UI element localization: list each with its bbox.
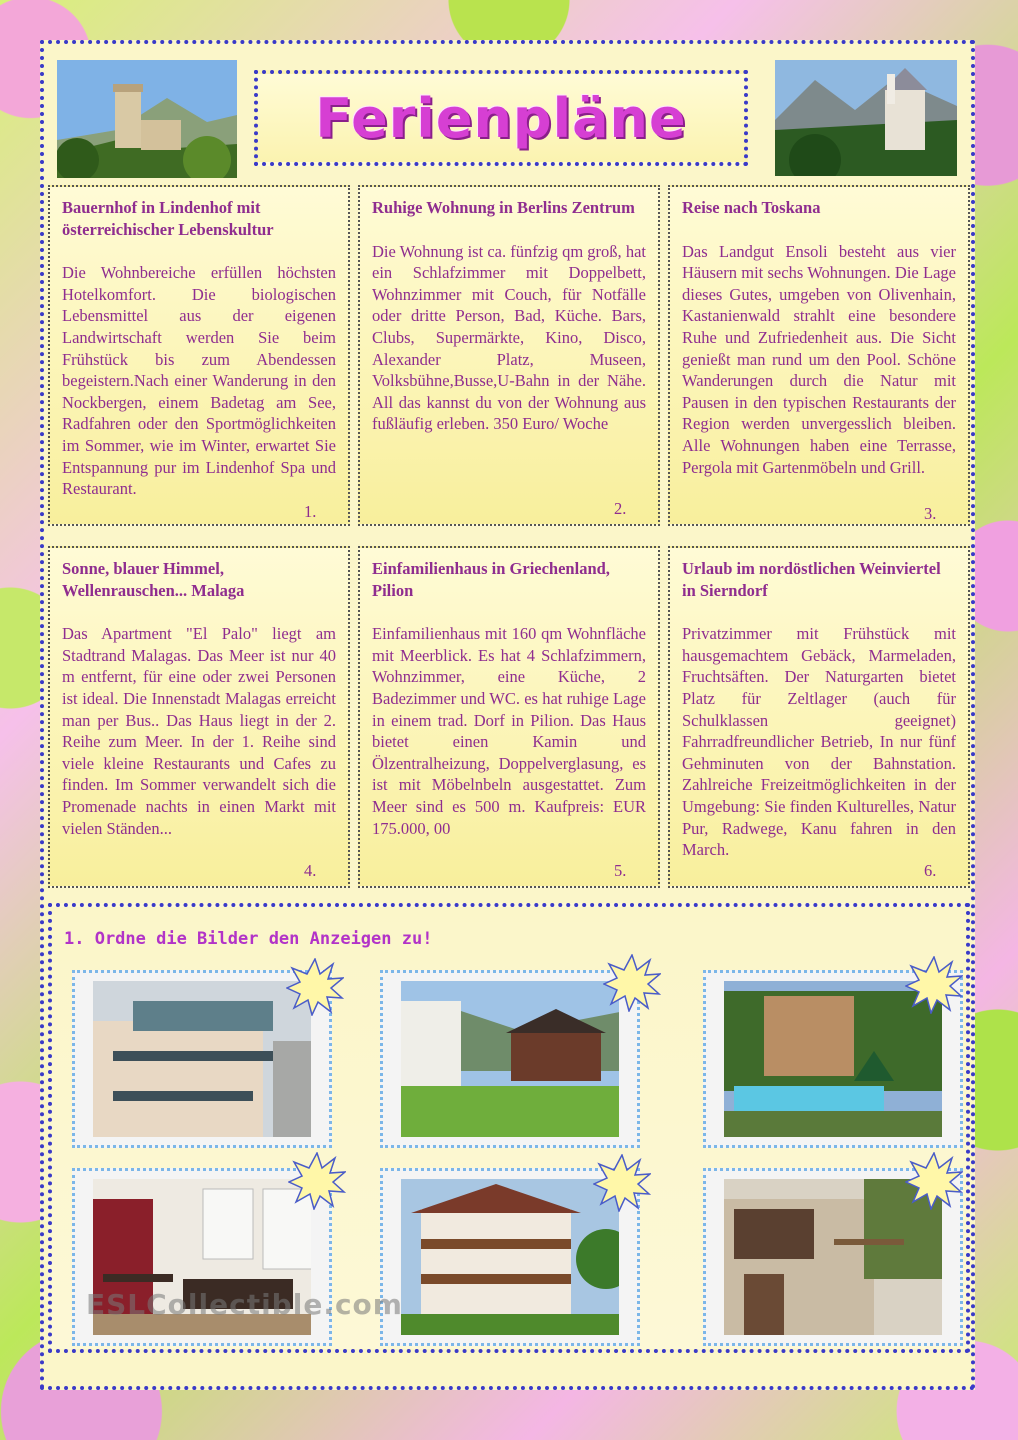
ad-body: Das Apartment "El Palo" liegt am Stadtrand Malagas. Das Meer ist nur 40 m entfernt, für eine oder zwei Personen ist ideal. Die Innenstadt Malagas erreicht man per Bus.. Das Haus liegt in der 2. Reihe zum Meer. In der 1. Reihe sind viele kleine Restaurants und Cafes zu finden. Im Sommer verwandelt sich die Promenade nachts in einen Markt mit vielen Ständen... xyxy=(62,624,336,838)
ad-6 xyxy=(668,546,970,888)
picture-card[interactable] xyxy=(380,970,640,1148)
starburst-icon xyxy=(593,1154,651,1212)
ad-number: 6. xyxy=(924,861,937,880)
ad-number: 3. xyxy=(924,504,937,523)
neuschwanstein-photo xyxy=(775,60,957,176)
starburst-icon xyxy=(905,1152,963,1210)
ad-heading: Einfamilienhaus in Griechenland, Pilion xyxy=(372,559,610,600)
ad-number: 4. xyxy=(304,861,317,880)
ad-number: 1. xyxy=(304,502,317,521)
exercise-instruction: 1. Ordne die Bilder den Anzeigen zu! xyxy=(64,929,433,949)
ad-number: 2. xyxy=(614,499,627,518)
ad-heading: Urlaub im nordöstlichen Weinviertel in Sierndorf xyxy=(682,559,941,600)
ad-body: Privatzimmer mit Frühstück mit hausgemachtem Gebäck, Marmeladen, Fruchtsäften. Der Naturgarten bietet Platz für Zeltlager (auch für Schulklassen geeignet) Fahrradfreundlicher Betrieb, In nur fünf Gehminuten von der Bahnstation. Zahlreiche Freizeitmöglichkeiten in der Umgebung: Sie finden Kulturelles, Natur Pur, Radwege, Kanu fahren in den March. xyxy=(682,624,956,860)
ad-4 xyxy=(48,546,350,888)
watermark: ESLCollectible.com xyxy=(86,1288,403,1321)
ad-3 xyxy=(668,185,970,526)
ad-heading: Bauernhof in Lindenhof mit österreichischer Lebenskultur xyxy=(62,198,274,239)
page-title: Ferienpläne xyxy=(315,86,687,150)
starburst-icon xyxy=(288,1152,346,1210)
ad-heading: Ruhige Wohnung in Berlins Zentrum xyxy=(372,198,635,217)
ad-body: Das Landgut Ensoli besteht aus vier Häusern mit sechs Wohnungen. Die Lage dieses Gutes, umgeben von Olivenhain, Kastanienwald strahlt eine besondere Ruhe und Zufriedenheit aus. Die Sicht genießt man rund um den Pool. Schöne Wanderungen durch die Natur mit Pausen in den typischen Restaurants der Region werden unvergesslich bleiben. Alle Wohnungen haben eine Terrasse, Pergola mit Gartenmöbeln und Grill. xyxy=(682,241,956,477)
ad-body: Die Wohnung ist ca. fünfzig qm groß, hat ein Schlafzimmer mit Doppelbett, Wohnzimmer mit Couch, für Notfälle oder dritte Person, Bad, Küche. Bars, Clubs, Supermärkte, Kino, Disco, Alexander Platz, Museen, Volksbühne,Busse,U-Bahn in der Nähe. All das kannst du von der Wohnung aus fußläufig erleben. 350 Euro/ Woche xyxy=(372,241,646,434)
ad-heading: Reise nach Toskana xyxy=(682,198,821,217)
ad-5 xyxy=(358,546,660,888)
starburst-icon xyxy=(286,958,344,1016)
ad-number: 5. xyxy=(614,861,627,880)
ad-2 xyxy=(358,185,660,526)
starburst-icon xyxy=(905,956,963,1014)
castle-tower-photo xyxy=(57,60,237,178)
title-box xyxy=(254,70,748,166)
ad-body: Einfamilienhaus mit 160 qm Wohnfläche mit Meerblick. Es hat 4 Schlafzimmern, Wohnzimmer, eine Küche, 2 Badezimmer und WC. es hat ruhige Lage in einem trad. Dorf in Pilion. Das Haus bietet einen Kamin und Ölzentralheizung, Doppelverglasung, es ist mit Möbelnbeln ausgestattet. Zum Meer sind es 500 m. Kaufpreis: EUR 175.000, 00 xyxy=(372,624,646,838)
ad-1 xyxy=(48,185,350,526)
starburst-icon xyxy=(603,954,661,1012)
ad-body: Die Wohnbereiche erfüllen höchsten Hotelkomfort. Die biologischen Lebensmittel aus der eigenen Landwirtschaft werden Sie beim Frühstück bis zum Abendessen begeistern.Nach einer Wanderung in den Nockbergen, einem Badetag am See, Radfahren oder den Sportmöglichkeiten im Sommer, wie im Winter, erwartet Sie Entspannung pur im Lindenhof Spa und Restaurant. xyxy=(62,263,336,499)
ad-heading: Sonne, blauer Himmel, Wellenrauschen... Malaga xyxy=(62,559,245,600)
